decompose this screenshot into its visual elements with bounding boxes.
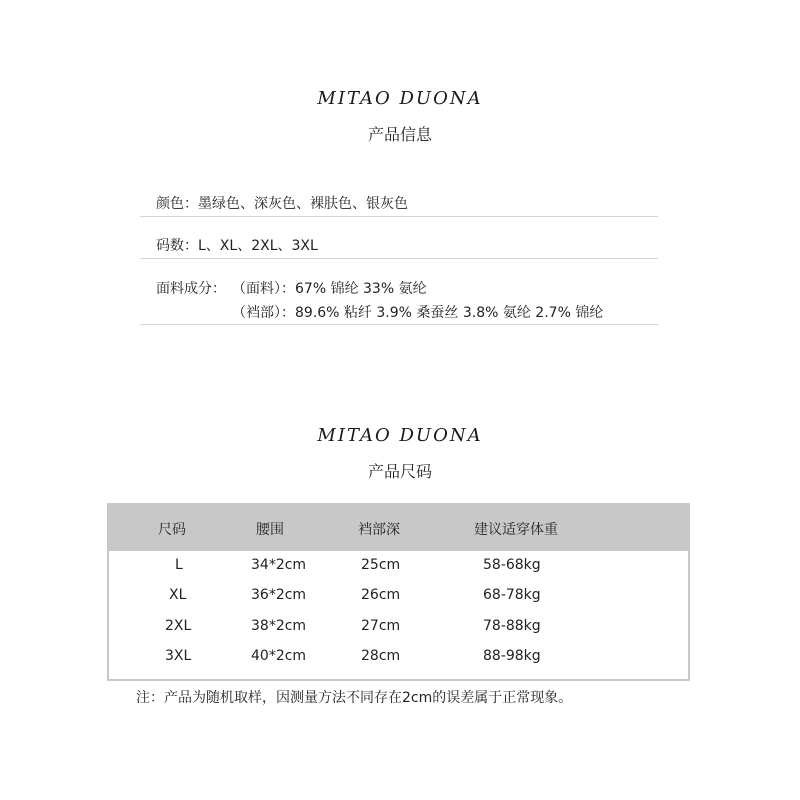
table-cell-crotch: 28cm: [361, 648, 401, 664]
brand-title-2: MITAO DUONA: [317, 425, 483, 446]
table-cell-waist: 36*2cm: [251, 587, 307, 603]
table-cell-weight: 78-88kg: [483, 618, 541, 634]
header-waist: 腰围: [256, 522, 284, 538]
fabric-main-text: （面料）：67% 锦纶 33% 氨纶: [232, 281, 427, 297]
size-table-header: [109, 505, 688, 551]
size-table: [107, 503, 690, 681]
table-cell-waist: 40*2cm: [251, 648, 307, 664]
header-crotch-depth: 裆部深: [358, 522, 400, 538]
table-cell-weight: 88-98kg: [483, 648, 541, 664]
fabric-crotch-text: （裆部）：89.6% 粘纤 3.9% 桑蚕丝 3.8% 氨纶 2.7% 锦纶: [232, 305, 604, 321]
size-row: [140, 232, 658, 259]
table-cell-size: L: [175, 557, 183, 573]
color-text: 颜色：墨绿色、深灰色、裸肤色、银灰色: [156, 196, 408, 212]
measurement-note: 注：产品为随机取样，因测量方法不同存在2cm的误差属于正常现象。: [136, 690, 573, 706]
table-cell-waist: 38*2cm: [251, 618, 307, 634]
size-section-title: 产品尺码: [367, 462, 432, 481]
header-size: 尺码: [158, 522, 186, 538]
header-weight: 建议适穿体重: [474, 522, 558, 538]
color-row: [140, 190, 658, 217]
table-cell-weight: 58-68kg: [483, 557, 541, 573]
table-cell-size: 2XL: [165, 618, 192, 634]
table-cell-weight: 68-78kg: [483, 587, 541, 603]
table-cell-size: XL: [169, 587, 187, 603]
table-cell-size: 3XL: [165, 648, 192, 664]
table-cell-crotch: 27cm: [361, 618, 401, 634]
fabric-row: [140, 275, 658, 325]
fabric-label: 面料成分：: [156, 281, 226, 297]
table-cell-crotch: 25cm: [361, 557, 401, 573]
info-section-title: 产品信息: [367, 125, 432, 144]
size-text: 码数：L、XL、2XL、3XL: [156, 238, 318, 254]
table-cell-crotch: 26cm: [361, 587, 401, 603]
brand-title: MITAO DUONA: [317, 88, 483, 109]
table-cell-waist: 34*2cm: [251, 557, 307, 573]
